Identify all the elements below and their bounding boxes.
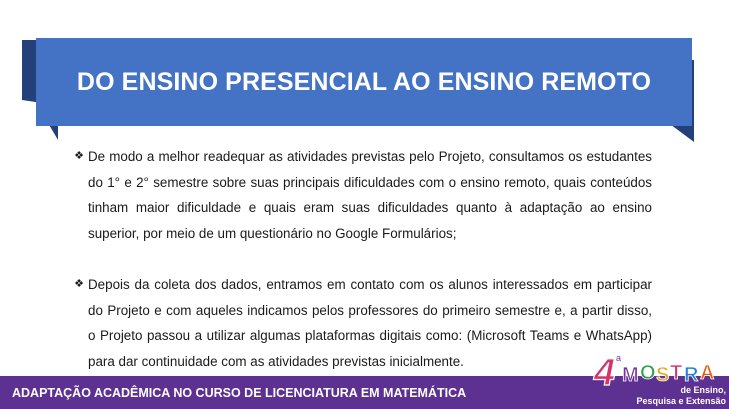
logo-line2: Pesquisa e Extensão	[636, 396, 726, 406]
logo-ordinal: a	[616, 353, 622, 363]
logo-line1: de Ensino,	[680, 385, 726, 395]
footer-text: ADAPTAÇÃO ACADÊMICA NO CURSO DE LICENCIATURA EM MATEMÁTICA	[12, 385, 467, 400]
content-body	[72, 144, 652, 374]
logo-letter: O	[640, 362, 656, 384]
bullet-item	[72, 144, 652, 246]
logo-letter: R	[684, 364, 699, 386]
logo-number: 4	[594, 352, 616, 394]
bullet-item	[72, 272, 652, 374]
logo-letter: A	[700, 362, 715, 384]
page-title: DO ENSINO PRESENCIAL AO ENSINO REMOTO	[76, 67, 652, 96]
logo-letter: T	[670, 362, 683, 384]
logo-letters	[622, 362, 714, 386]
bullet-text: Depois da coleta dos dados, entramos em contato com os alunos interessados em participar do Projeto e com aqueles indicamos pelos professores do primeiro semestre e, a partir disso, o Projeto passou a utilizar algumas plataformas digitais como: (Microsoft Teams e WhatsApp) para dar continuidade com as atividades previstas inicialmente.	[88, 277, 652, 369]
diamond-bullet-icon: ❖	[74, 149, 84, 162]
logo-letter: S	[656, 364, 670, 386]
bullet-text: De modo a melhor readequar as atividades previstas pelo Projeto, consultamos os estudantes do 1° e 2° semestre sobre suas principais dificuldades com o ensino remoto, quais conteúdos tinham maior dificuldade e quais eram suas dificuldades quanto à adaptação ao ensino superior, por meio de um questionário no Google Formulários;	[88, 149, 652, 241]
diamond-bullet-icon: ❖	[74, 277, 84, 290]
logo-letter: M	[622, 364, 639, 386]
mostra-logo	[590, 347, 729, 409]
